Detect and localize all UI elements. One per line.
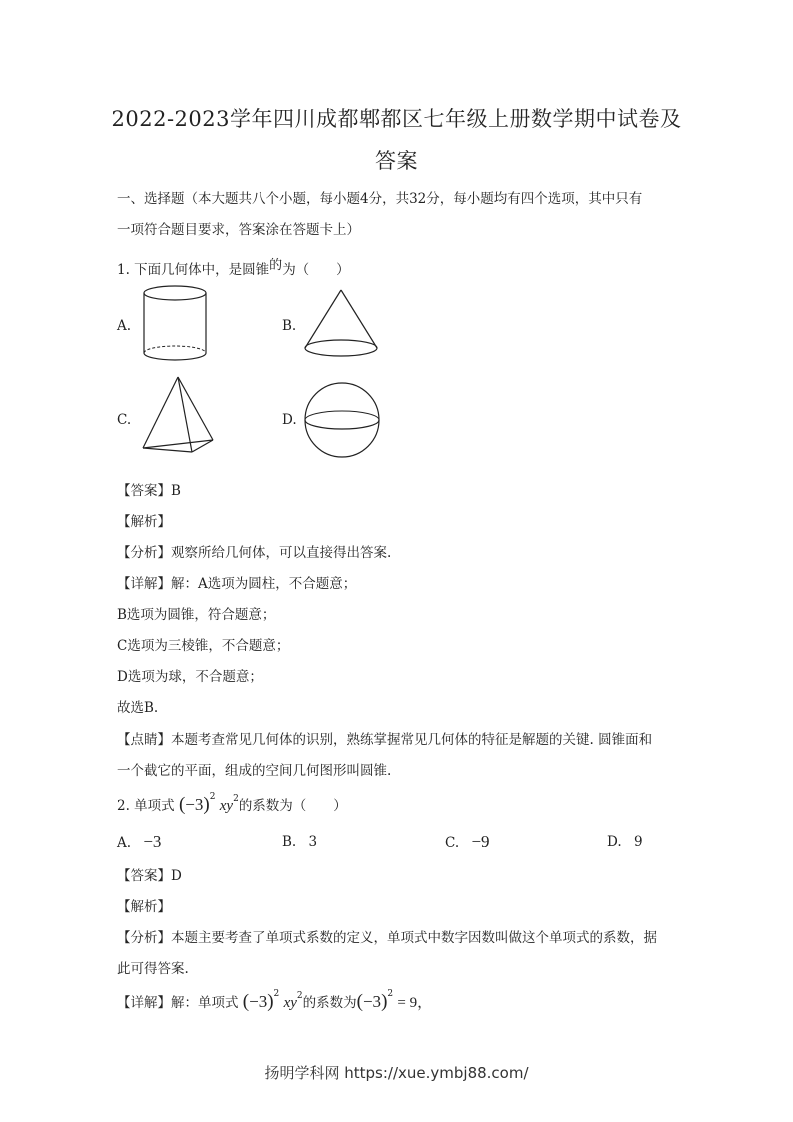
sphere-figure [301,380,383,460]
pyramid-figure [138,374,218,458]
q2-detail-exp-2: 2 [387,988,394,999]
q2-detail-mid: 的系数为 [302,995,357,1011]
q1-fenxi: 【分析】观察所给几何体，可以直接得出答案. [117,545,392,561]
q1-detail-4: D选项为球，不合题意； [117,669,263,685]
q2-option-a-value: −3 [143,832,162,851]
q1-option-b-label: B. [282,318,297,334]
q2-option-b [282,834,317,850]
q2-option-b-value: 3 [308,834,318,850]
q2-var: xy [219,798,234,814]
section-header-line1: 一、选择题（本大题共八个小题，每小题4分，共32分，每小题均有四个选项，其中只有 [117,191,643,207]
q1-detail-5: 故选B. [117,700,159,716]
q1-detail-3: C选项为三棱锥，不合题意； [117,638,290,654]
q2-detail-exp: 2 [273,988,280,999]
q1-detail-1: 【详解】解：A选项为圆柱，不合题意； [117,576,357,592]
q1-dianjing-1: 【点睛】本题考查常见几何体的识别，熟练掌握常见几何体的特征是解题的关键. 圆锥面和 [117,732,653,748]
section-header-line2: 一项符合题目要求，答案涂在答题卡上） [117,222,360,238]
q2-stem: 2. 单项式 $(-3)^2$ $xy^2$的系数为（ ） [117,791,347,815]
q1-stem-post: 为（ ） [282,262,350,278]
cylinder-figure [138,282,212,364]
q1-option-d-label: D. [282,412,297,428]
q2-option-c [445,832,490,852]
q2-option-a [117,832,161,852]
q2-jiexi: 【解析】 [117,899,171,915]
q2-option-a-label: A. [117,835,132,851]
q2-option-d-value: 9 [633,834,643,850]
q2-stem-num: 2. 单项式 [117,798,175,814]
q1-stem-pre: 1. 下面几何体中，是圆锥 [117,262,270,278]
q2-detail-eq: = 9， [397,995,433,1011]
q2-base: −3 [185,795,204,814]
q1-option-c-label: C. [117,412,132,428]
q1-answer: 【答案】B [117,483,181,499]
q2-detail-base: −3 [249,992,268,1011]
q2-answer: 【答案】D [117,868,182,884]
q1-jiexi: 【解析】 [117,514,171,530]
q2-option-b-label: B. [282,834,297,850]
q2-option-c-value: −9 [471,832,490,851]
q2-detail-var-exp: 2 [296,990,303,1001]
q2-detail-var: xy [283,995,297,1011]
footer-watermark: 扬明学科网 https://xue.ymbj88.com/ [264,1064,529,1082]
q2-fenxi-1: 【分析】本题主要考查了单项式系数的定义，单项式中数字因数叫做这个单项式的系数，据 [117,930,657,946]
q2-option-d [607,834,643,850]
q2-detail-pre: 【详解】解：单项式 [117,995,239,1011]
q1-option-a-label: A. [117,318,132,334]
q2-exp: 2 [209,791,216,802]
q2-option-d-label: D. [607,834,622,850]
q2-detail-base-2: −3 [362,992,382,1011]
cone-figure [300,288,382,362]
q2-stem-post: 的系数为（ ） [238,798,347,814]
q2-fenxi-2: 此可得答案. [117,961,189,977]
q1-stem [117,258,350,278]
q2-option-c-label: C. [445,835,460,851]
page-title-line1: 2022-2023学年四川成都郫都区七年级上册数学期中试卷及 [111,107,682,131]
q2-var-exp: 2 [233,793,239,804]
page-title-line2: 答案 [375,149,418,173]
q1-dianjing-2: 一个截它的平面，组成的空间几何图形叫圆锥. [117,763,392,779]
q1-stem-sup: 的 [269,258,283,273]
q1-detail-2: B选项为圆锥，符合题意； [117,607,276,623]
q2-detail: 【详解】解：单项式 $(-3)^2$ $xy^2$的系数为$(-3)^2 = 9$， [117,988,433,1012]
